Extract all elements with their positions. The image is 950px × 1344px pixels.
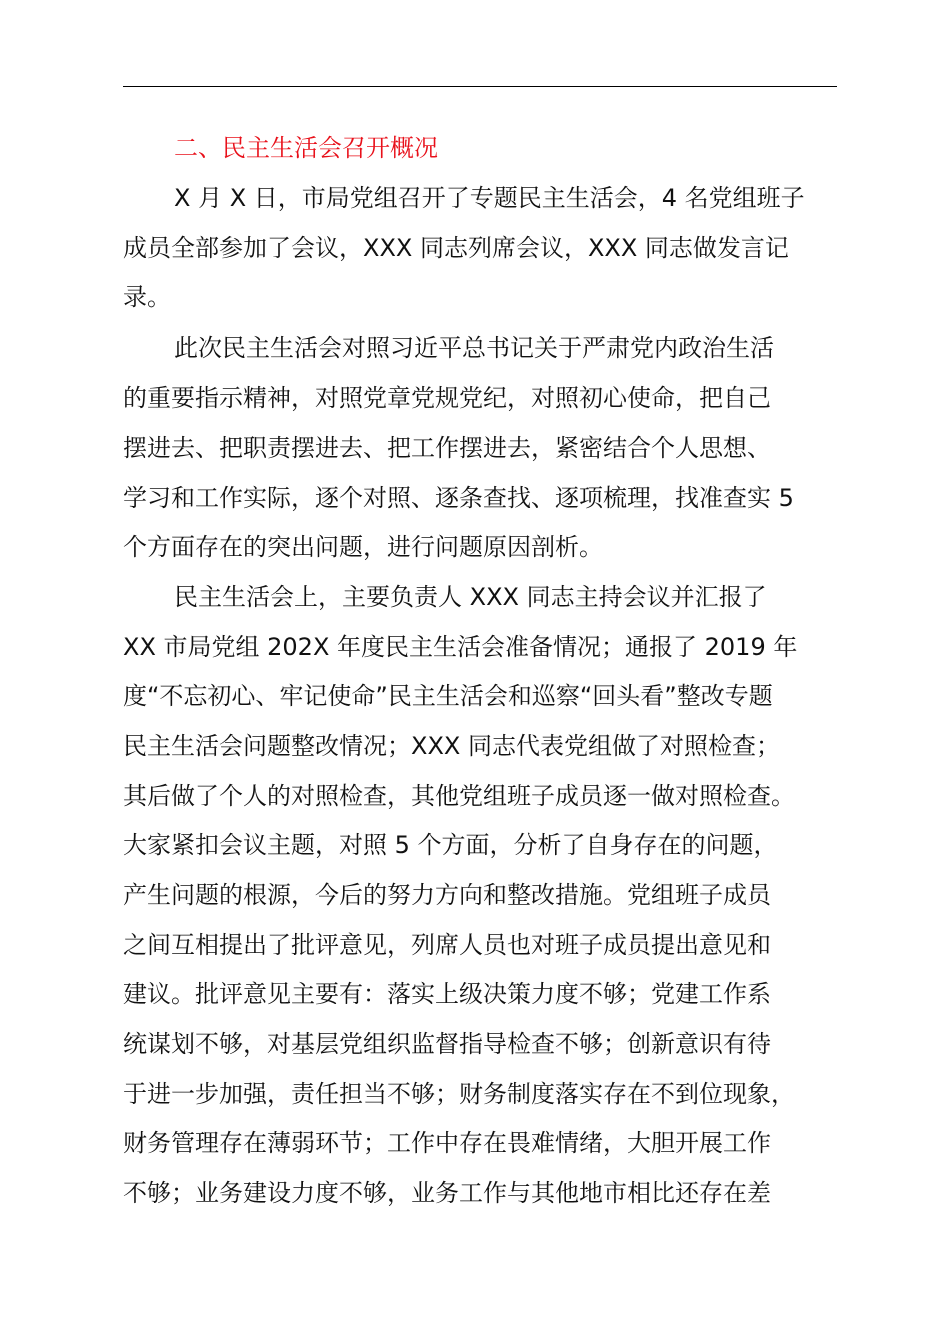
text-line: 录。	[123, 283, 171, 311]
text-line: 摆进去、把职责摆进去、把工作摆进去，紧密结合个人思想、	[123, 434, 771, 462]
text-line: 统谋划不够，对基层党组织监督指导检查不够；创新意识有待	[123, 1030, 771, 1058]
text-line: 建议。批评意见主要有：落实上级决策力度不够；党建工作系	[123, 980, 771, 1008]
text-line: 学习和工作实际，逐个对照、逐条查找、逐项梳理，找准查实 5	[123, 484, 794, 512]
text-line: 产生问题的根源，今后的努力方向和整改措施。党组班子成员	[123, 881, 771, 909]
section-heading: 二、民主生活会召开概况	[174, 134, 438, 162]
text-line: 民主生活会问题整改情况；XXX 同志代表党组做了对照检查；	[123, 732, 780, 760]
text-line: 成员全部参加了会议，XXX 同志列席会议，XXX 同志做发言记	[123, 234, 789, 262]
text-line: 于进一步加强，责任担当不够；财务制度落实存在不到位现象，	[123, 1080, 795, 1108]
text-line: 大家紧扣会议主题，对照 5 个方面，分析了自身存在的问题，	[123, 831, 778, 859]
text-line: 民主生活会上，主要负责人 XXX 同志主持会议并汇报了	[174, 583, 767, 611]
header-rule	[123, 86, 837, 87]
text-line: X 月 X 日，市局党组召开了专题民主生活会，4 名党组班子	[174, 184, 805, 212]
text-line: 其后做了个人的对照检查，其他党组班子成员逐一做对照检查。	[123, 782, 795, 810]
text-line: XX 市局党组 202X 年度民主生活会准备情况；通报了 2019 年	[123, 633, 798, 661]
text-line: 的重要指示精神，对照党章党规党纪，对照初心使命，把自己	[123, 384, 771, 412]
text-line: 度“不忘初心、牢记使命”民主生活会和巡察“回头看”整改专题	[123, 682, 773, 710]
text-line: 此次民主生活会对照习近平总书记关于严肃党内政治生活	[174, 334, 774, 362]
text-line: 财务管理存在薄弱环节；工作中存在畏难情绪，大胆开展工作	[123, 1129, 771, 1157]
text-line: 个方面存在的突出问题，进行问题原因剖析。	[123, 533, 603, 561]
text-line: 之间互相提出了批评意见，列席人员也对班子成员提出意见和	[123, 931, 771, 959]
text-line: 不够；业务建设力度不够，业务工作与其他地市相比还存在差	[123, 1179, 771, 1207]
